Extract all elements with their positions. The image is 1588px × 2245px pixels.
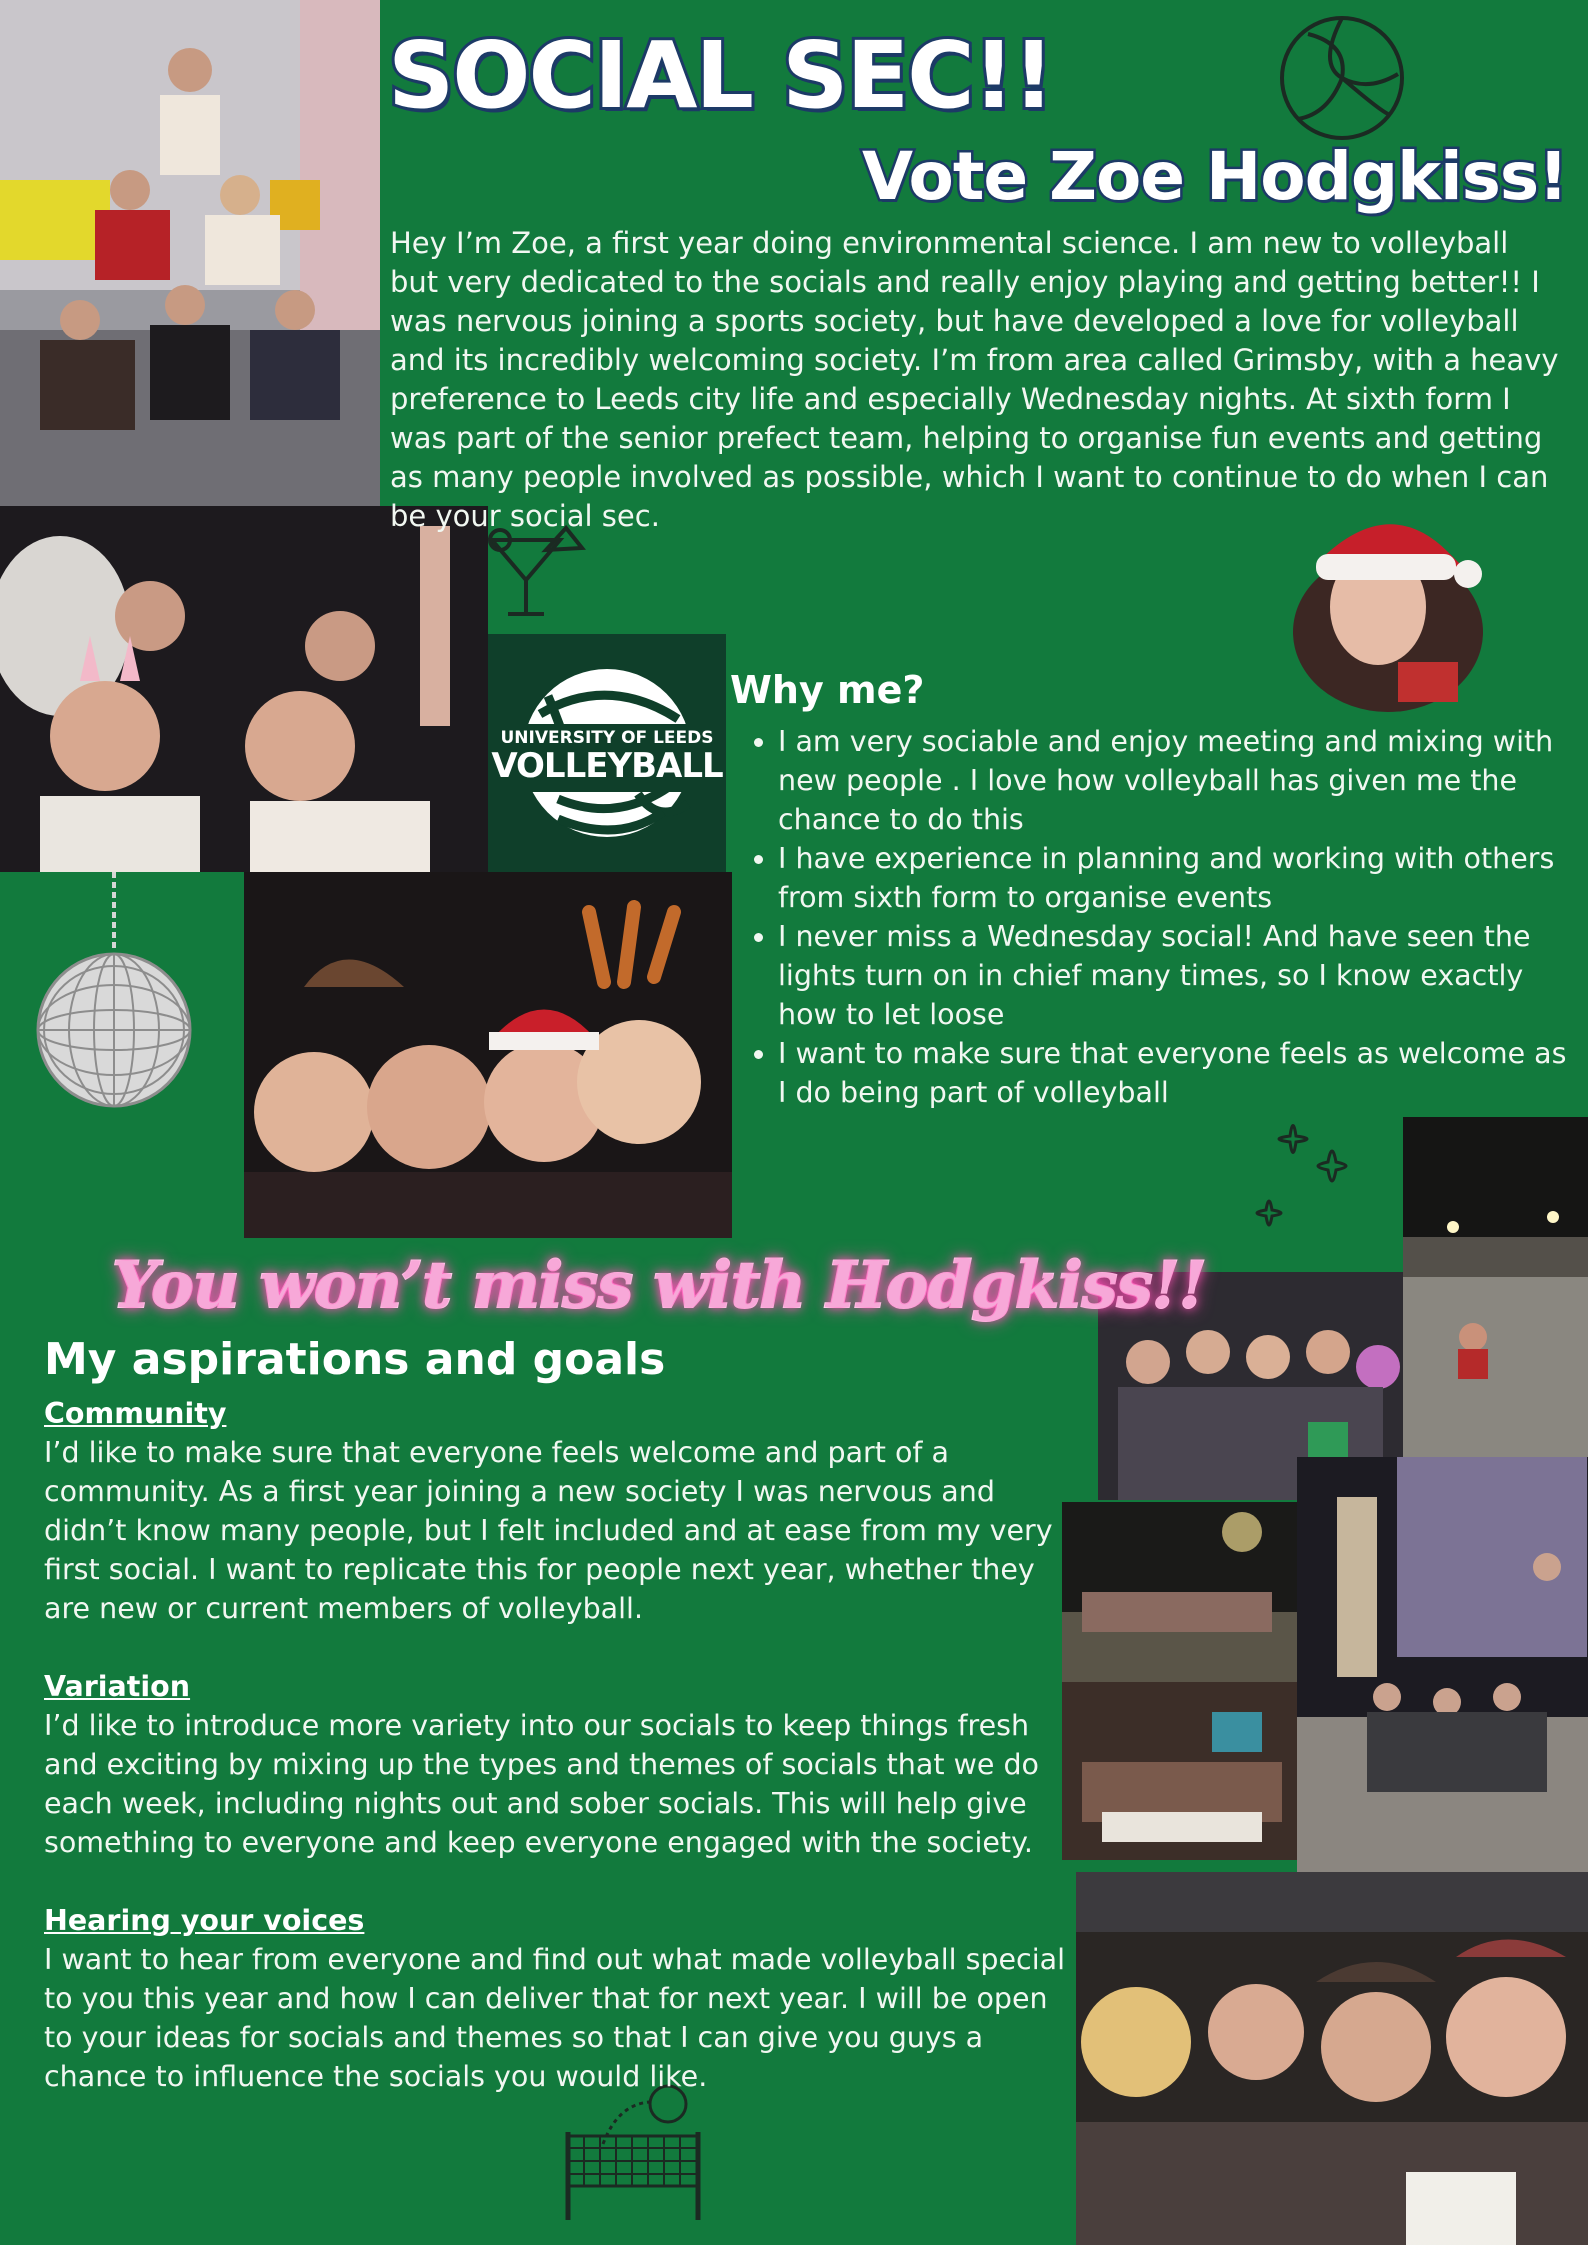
section-heading: Community xyxy=(44,1397,227,1430)
aspirations-heading: My aspirations and goals xyxy=(44,1334,666,1385)
photo-group-night-outdoor xyxy=(1062,1502,1297,1682)
disco-ball-icon xyxy=(34,872,194,1112)
section-body: I want to hear from everyone and find out what made volleyball special to you this year and how I can deliver that for next year. I will be open to your ideas for socials and themes so that I can give you guys a chance to influence the socials you would like. xyxy=(44,1943,1066,2093)
list-item: • I have experience in planning and working with others from sixth form to organise events xyxy=(778,839,1578,917)
photo-group-statue xyxy=(1297,1457,1588,1872)
why-me-list xyxy=(730,722,1578,1112)
section-body: I’d like to make sure that everyone feels welcome and part of a community. As a first year joining a new society I was nervous and didn’t know many people, but I felt included and at ease from my very first social. I want to replicate this for people next year, whether they are new or current members of volleyball. xyxy=(44,1436,1053,1625)
volleyball-net-icon xyxy=(558,2084,708,2224)
sparkle-icon xyxy=(1238,1100,1358,1250)
section-body: I’d like to introduce more variety into our socials to keep things fresh and exciting by mixing up the types and themes of socials that we do each week, including nights out and sober socials. This will help give something to everyone and keep everyone engaged with the society. xyxy=(44,1709,1039,1859)
page-title: SOCIAL SEC!! xyxy=(388,22,1053,129)
list-item: • I never miss a Wednesday social! And have seen the lights turn on in chief many times, so I know exactly how to let loose xyxy=(778,917,1578,1034)
photo-street-performer xyxy=(1403,1117,1588,1457)
section-heading: Variation xyxy=(44,1670,191,1703)
section-heading: Hearing your voices xyxy=(44,1904,365,1937)
slogan: You won’t miss with Hodgkiss!! xyxy=(112,1248,1206,1323)
intro-paragraph: Hey I’m Zoe, a first year doing environmental science. I am new to volleyball but very dedicated to the socials and really enjoy playing and getting better!! I was nervous joining a sports society, but have developed a love for volleyball and its incredibly welcoming society. I’m from area called Grimsby, with a heavy preference to Leeds city life and especially Wednesday nights. At sixth form I was part of the senior prefect team, helping to organise fun events and getting as many people involved as possible, which I want to continue to do when I can be your social sec. xyxy=(390,226,1559,533)
list-item: • I want to make sure that everyone feels as welcome as I do being part of volleyball xyxy=(778,1034,1578,1112)
volleyball-club-logo xyxy=(488,634,726,872)
photo-cowboy-selfie xyxy=(1076,1872,1588,2245)
photo-party-group xyxy=(0,506,488,872)
why-me-heading: Why me? xyxy=(730,668,925,712)
volleyball-icon xyxy=(1278,14,1406,142)
photo-christmas-selfie xyxy=(244,872,732,1238)
list-item: • I am very sociable and enjoy meeting and mixing with new people . I love how volleyball has given me the chance to do this xyxy=(778,722,1578,839)
vote-subtitle: Vote Zoe Hodgkiss! xyxy=(862,138,1568,215)
section-community xyxy=(44,1394,1074,1628)
logo-line-2: VOLLEYBALL xyxy=(491,746,723,786)
section-variation xyxy=(44,1667,1074,1862)
photo-human-pyramid xyxy=(0,0,380,506)
section-hearing-your-voices xyxy=(44,1901,1074,2096)
photo-group-restaurant xyxy=(1062,1682,1297,1860)
logo-line-1: UNIVERSITY OF LEEDS xyxy=(500,728,714,748)
